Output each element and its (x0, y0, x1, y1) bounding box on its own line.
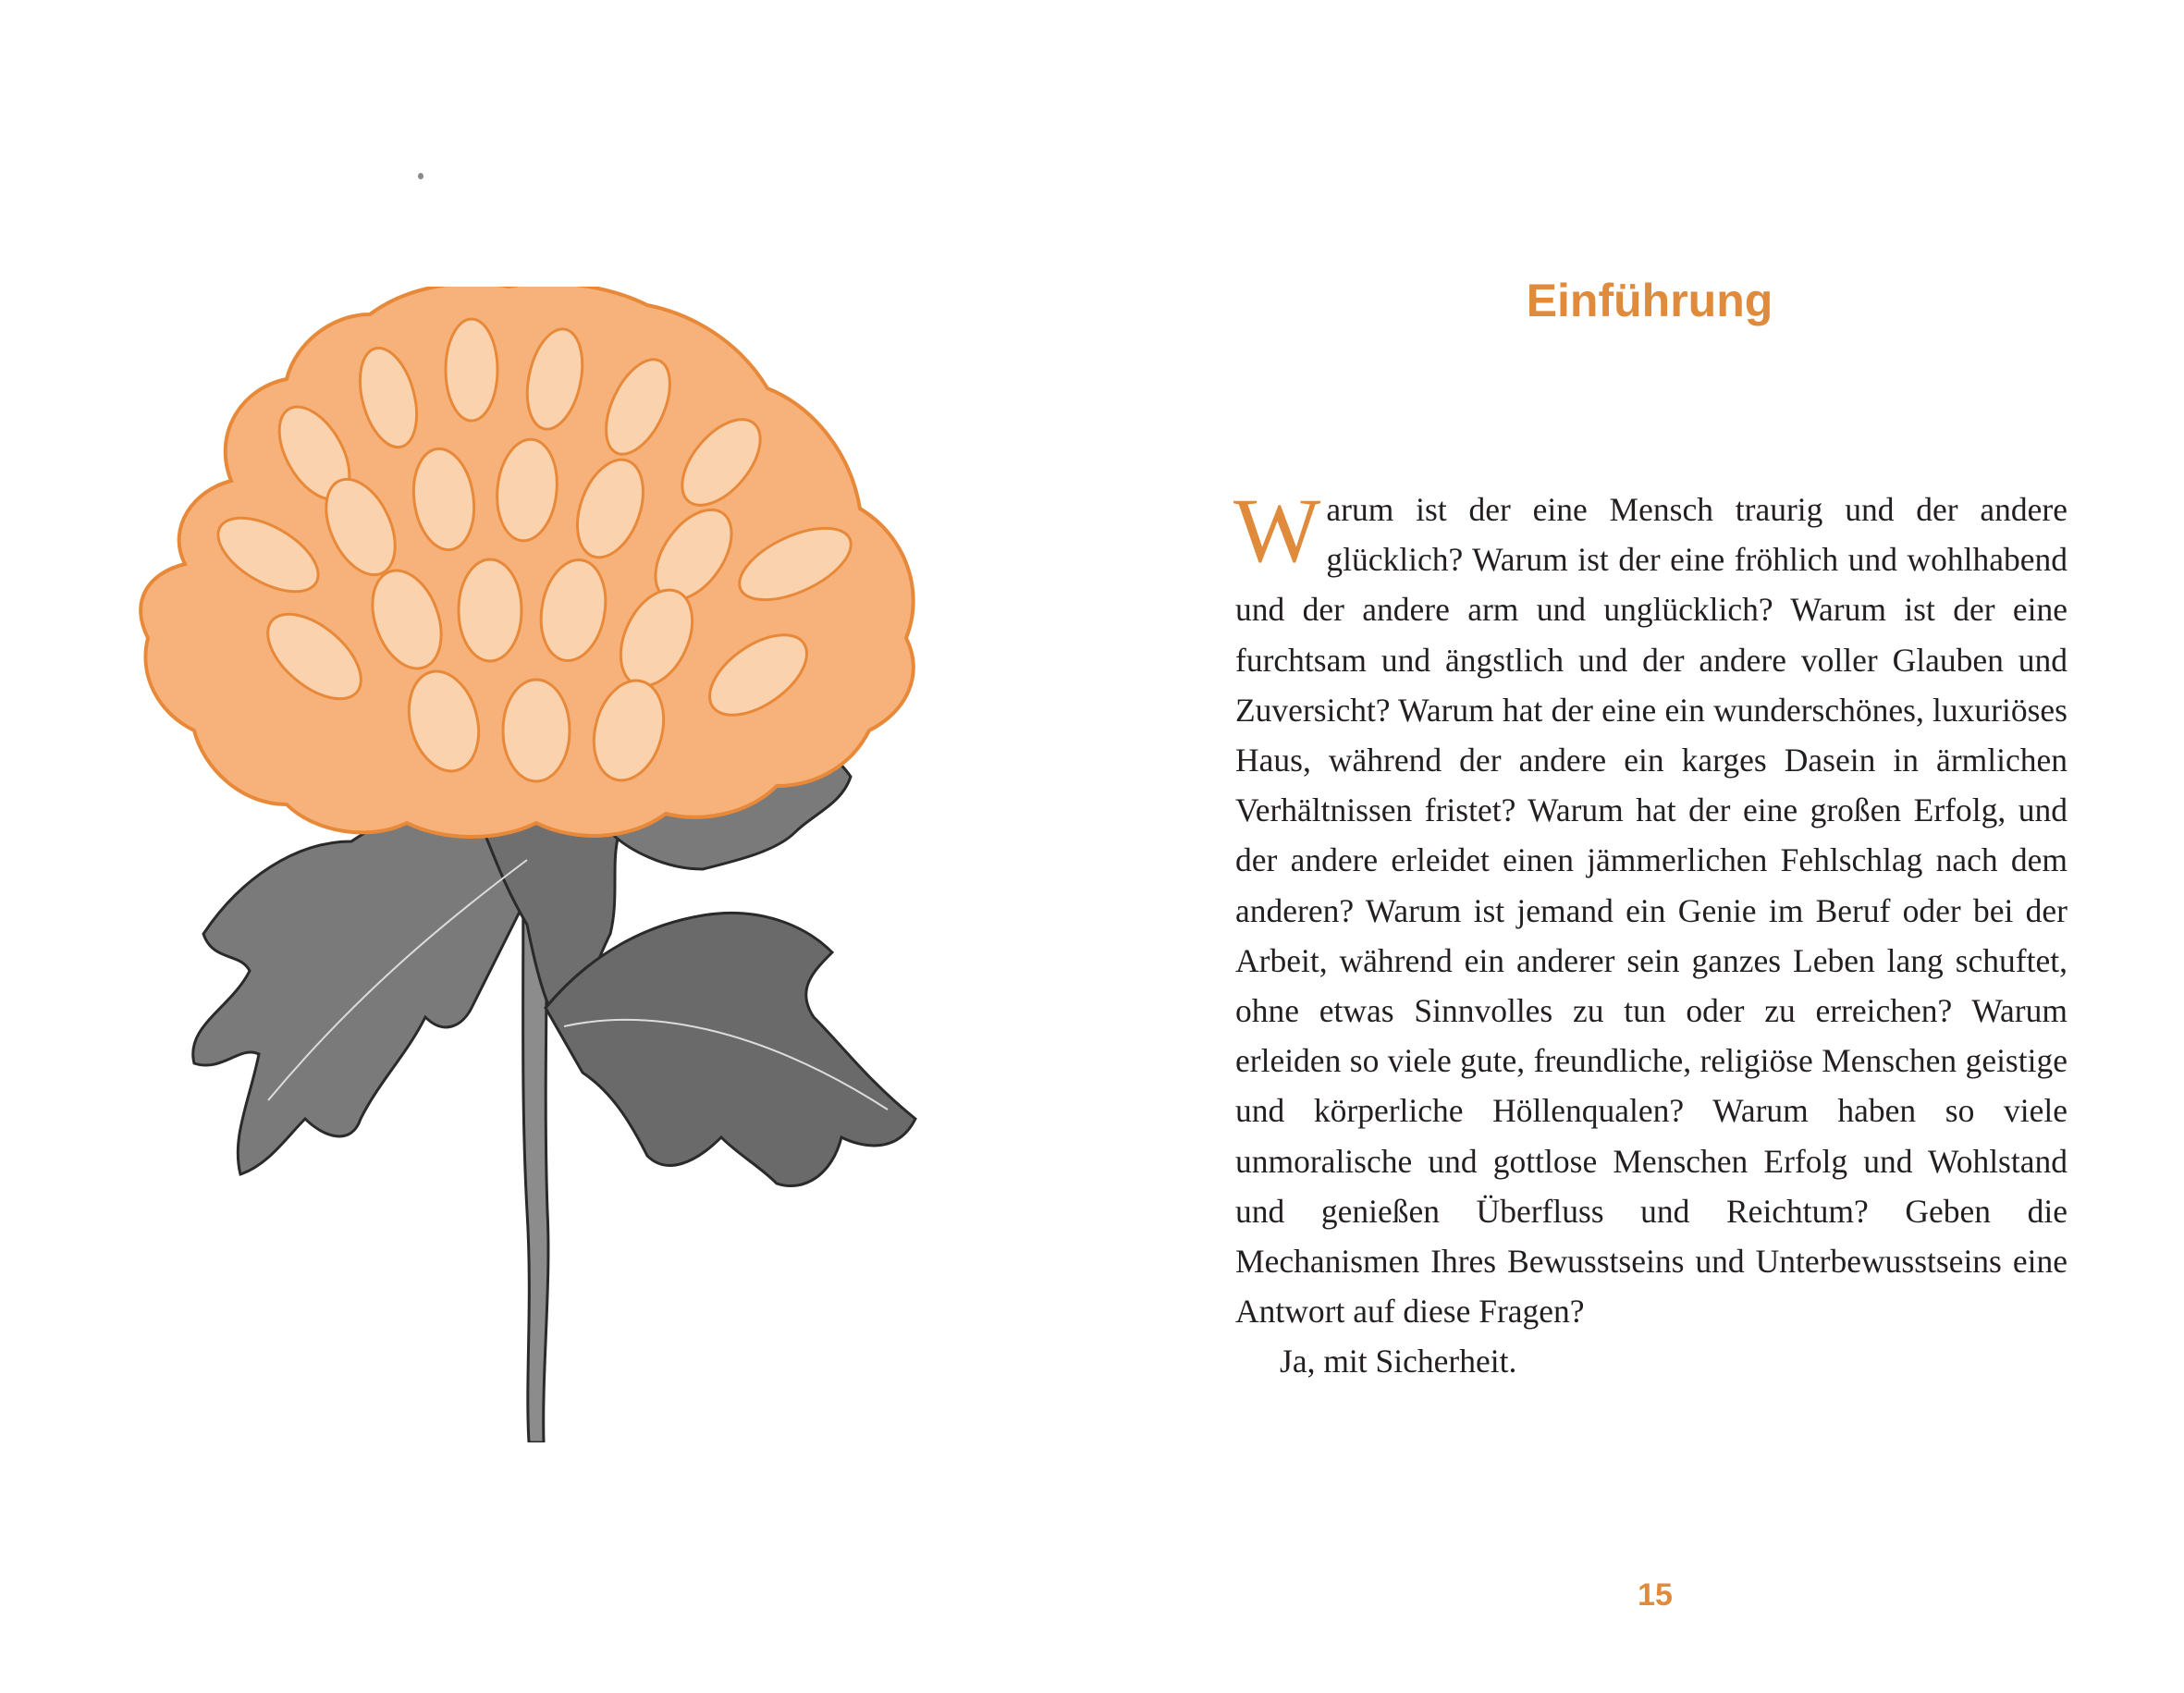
chapter-title: Einführung (1526, 275, 1773, 326)
chrysanthemum-illustration (129, 287, 943, 1442)
drop-cap: W (1233, 479, 1321, 582)
body-text (1233, 479, 2067, 1387)
page-number: 15 (1638, 1577, 1673, 1613)
answer-line: Ja, mit Sicherheit. (1280, 1343, 1517, 1380)
ink-speck (418, 173, 423, 179)
intro-paragraph (1233, 479, 2067, 1336)
paragraph-text: arum ist der eine Mensch traurig und der andere glücklich? Warum ist der eine fröhlich und wohlhabend und der andere arm und unglücklich? Warum ist der eine furchtsam und ängstlich und der andere voller Glauben und Zuversicht? Warum hat der eine ein wunderschönes, luxuriöses Haus, während der andere ein karges Dasein in ärmlichen Verhältnissen fristet? Warum hat der eine großen Erfolg, und der andere erleidet einen jämmerlichen Fehlschlag nach dem anderen? Warum ist jemand ein Genie im Beruf oder bei der Arbeit, während ein anderer sein ganzes Leben lang schuftet, ohne etwas Sinnvolles zu tun oder zu erreichen? Warum erleiden so viele gute, freundliche, religiöse Menschen geistige und körperliche Höllenqualen? Warum haben so viele unmoralische und gottlose Menschen Erfolg und Wohlstand und genießen Überfluss und Reichtum? Geben die Mechanismen Ihres Bewusstseins und Unterbewusstseins eine Antwort auf diese Fragen? (1235, 491, 2067, 1331)
leaf-left (193, 797, 532, 1174)
